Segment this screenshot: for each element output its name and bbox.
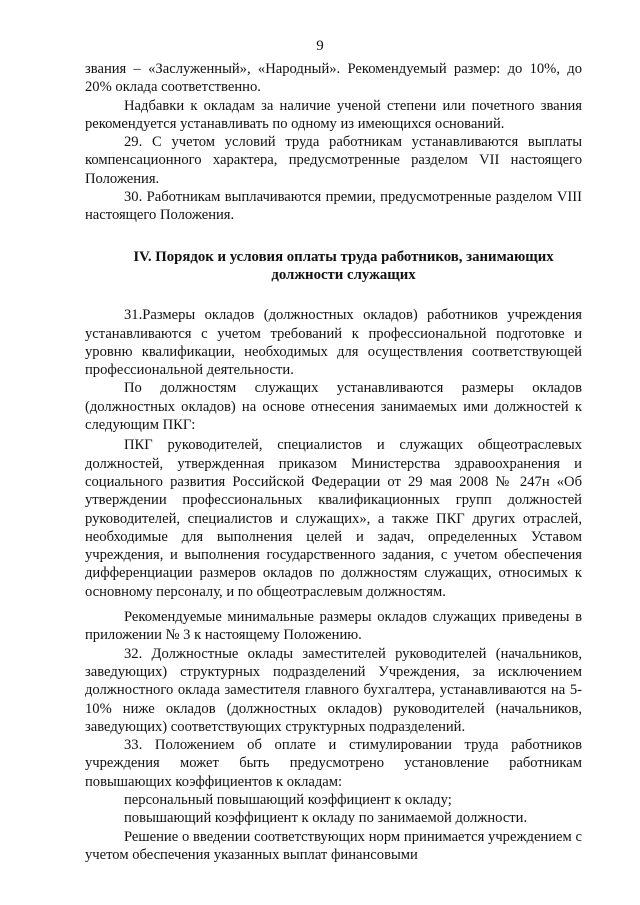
paragraph-pkg: ПКГ руководителей, специалистов и служащих общеотраслевых должностей, утвержденная приказом Министерства здравоохранения и социального развития Российской Федерации от 29 мая 2008 № 247н «Об утверждении профессиональных квалификационных групп должностей руководителей, специалистов и служащих», а также ПКГ других отраслей, необходимые для выполнения целей и задач, определенных Уставом учреждения, и выполнения государственного задания, с учетом обеспечения дифференциации размеров окладов по должностям служащих, относимых к основному персоналу, и по общеотраслевым должностям.	[85, 437, 582, 600]
paragraph-employee-positions: По должностям служащих устанавливаются размеры окладов (должностных окладов) на основе отнесения занимаемых ими должностей к следующим ПКГ:	[85, 380, 582, 434]
paragraph-allowances: Надбавки к окладам за наличие ученой степени или почетного звания рекомендуется устанавливать по одному из имеющихся оснований.	[85, 97, 582, 132]
list-item-personal-coefficient: персональный повышающий коэффициент к окладу;	[124, 791, 452, 808]
paragraph-32: 32. Должностные оклады заместителей руководителей (начальников, заведующих) структурных подразделений Учреждения, за исключением должностного оклада заместителя главного бухгалтера, устанавливаются на 5-10% ниже окладов (должностных окладов) руководителей (начальников, заведующих) соответствующих структурных подразделений.	[85, 645, 582, 735]
page-number: 9	[316, 38, 324, 54]
paragraph-recommended-salaries: Рекомендуемые минимальные размеры окладов служащих приведены в приложении № 3 к настоящему Положению.	[85, 609, 582, 644]
paragraph-30: 30. Работникам выплачиваются премии, предусмотренные разделом VIII настоящего Положения.	[85, 189, 582, 224]
section-heading: IV. Порядок и условия оплаты труда работников, занимающих должности служащих	[133, 248, 554, 283]
document-body	[85, 60, 582, 864]
paragraph-continuation: звания – «Заслуженный», «Народный». Рекомендуемый размер: до 10%, до 20% оклада соответственно.	[85, 61, 582, 96]
paragraph-29: 29. С учетом условий труда работникам устанавливаются выплаты компенсационного характера, предусмотренные разделом VII настоящего Положения.	[85, 134, 582, 187]
paragraph-31: 31.Размеры окладов (должностных окладов) работников учреждения устанавливаются с учетом требований к профессиональной подготовке и уровню квалификации, необходимых для осуществления соответствующей профессиональной деятельности.	[85, 307, 582, 379]
list-item-position-coefficient: повышающий коэффициент к окладу по занимаемой должности.	[124, 810, 528, 827]
paragraph-33: 33. Положением об оплате и стимулировании труда работников учреждения может быть предусмотрено установление работникам повышающих коэффициентов к окладам:	[85, 737, 582, 790]
paragraph-decision: Решение о введении соответствующих норм принимается учреждением с учетом обеспечения указанных выплат финансовыми	[85, 828, 582, 863]
